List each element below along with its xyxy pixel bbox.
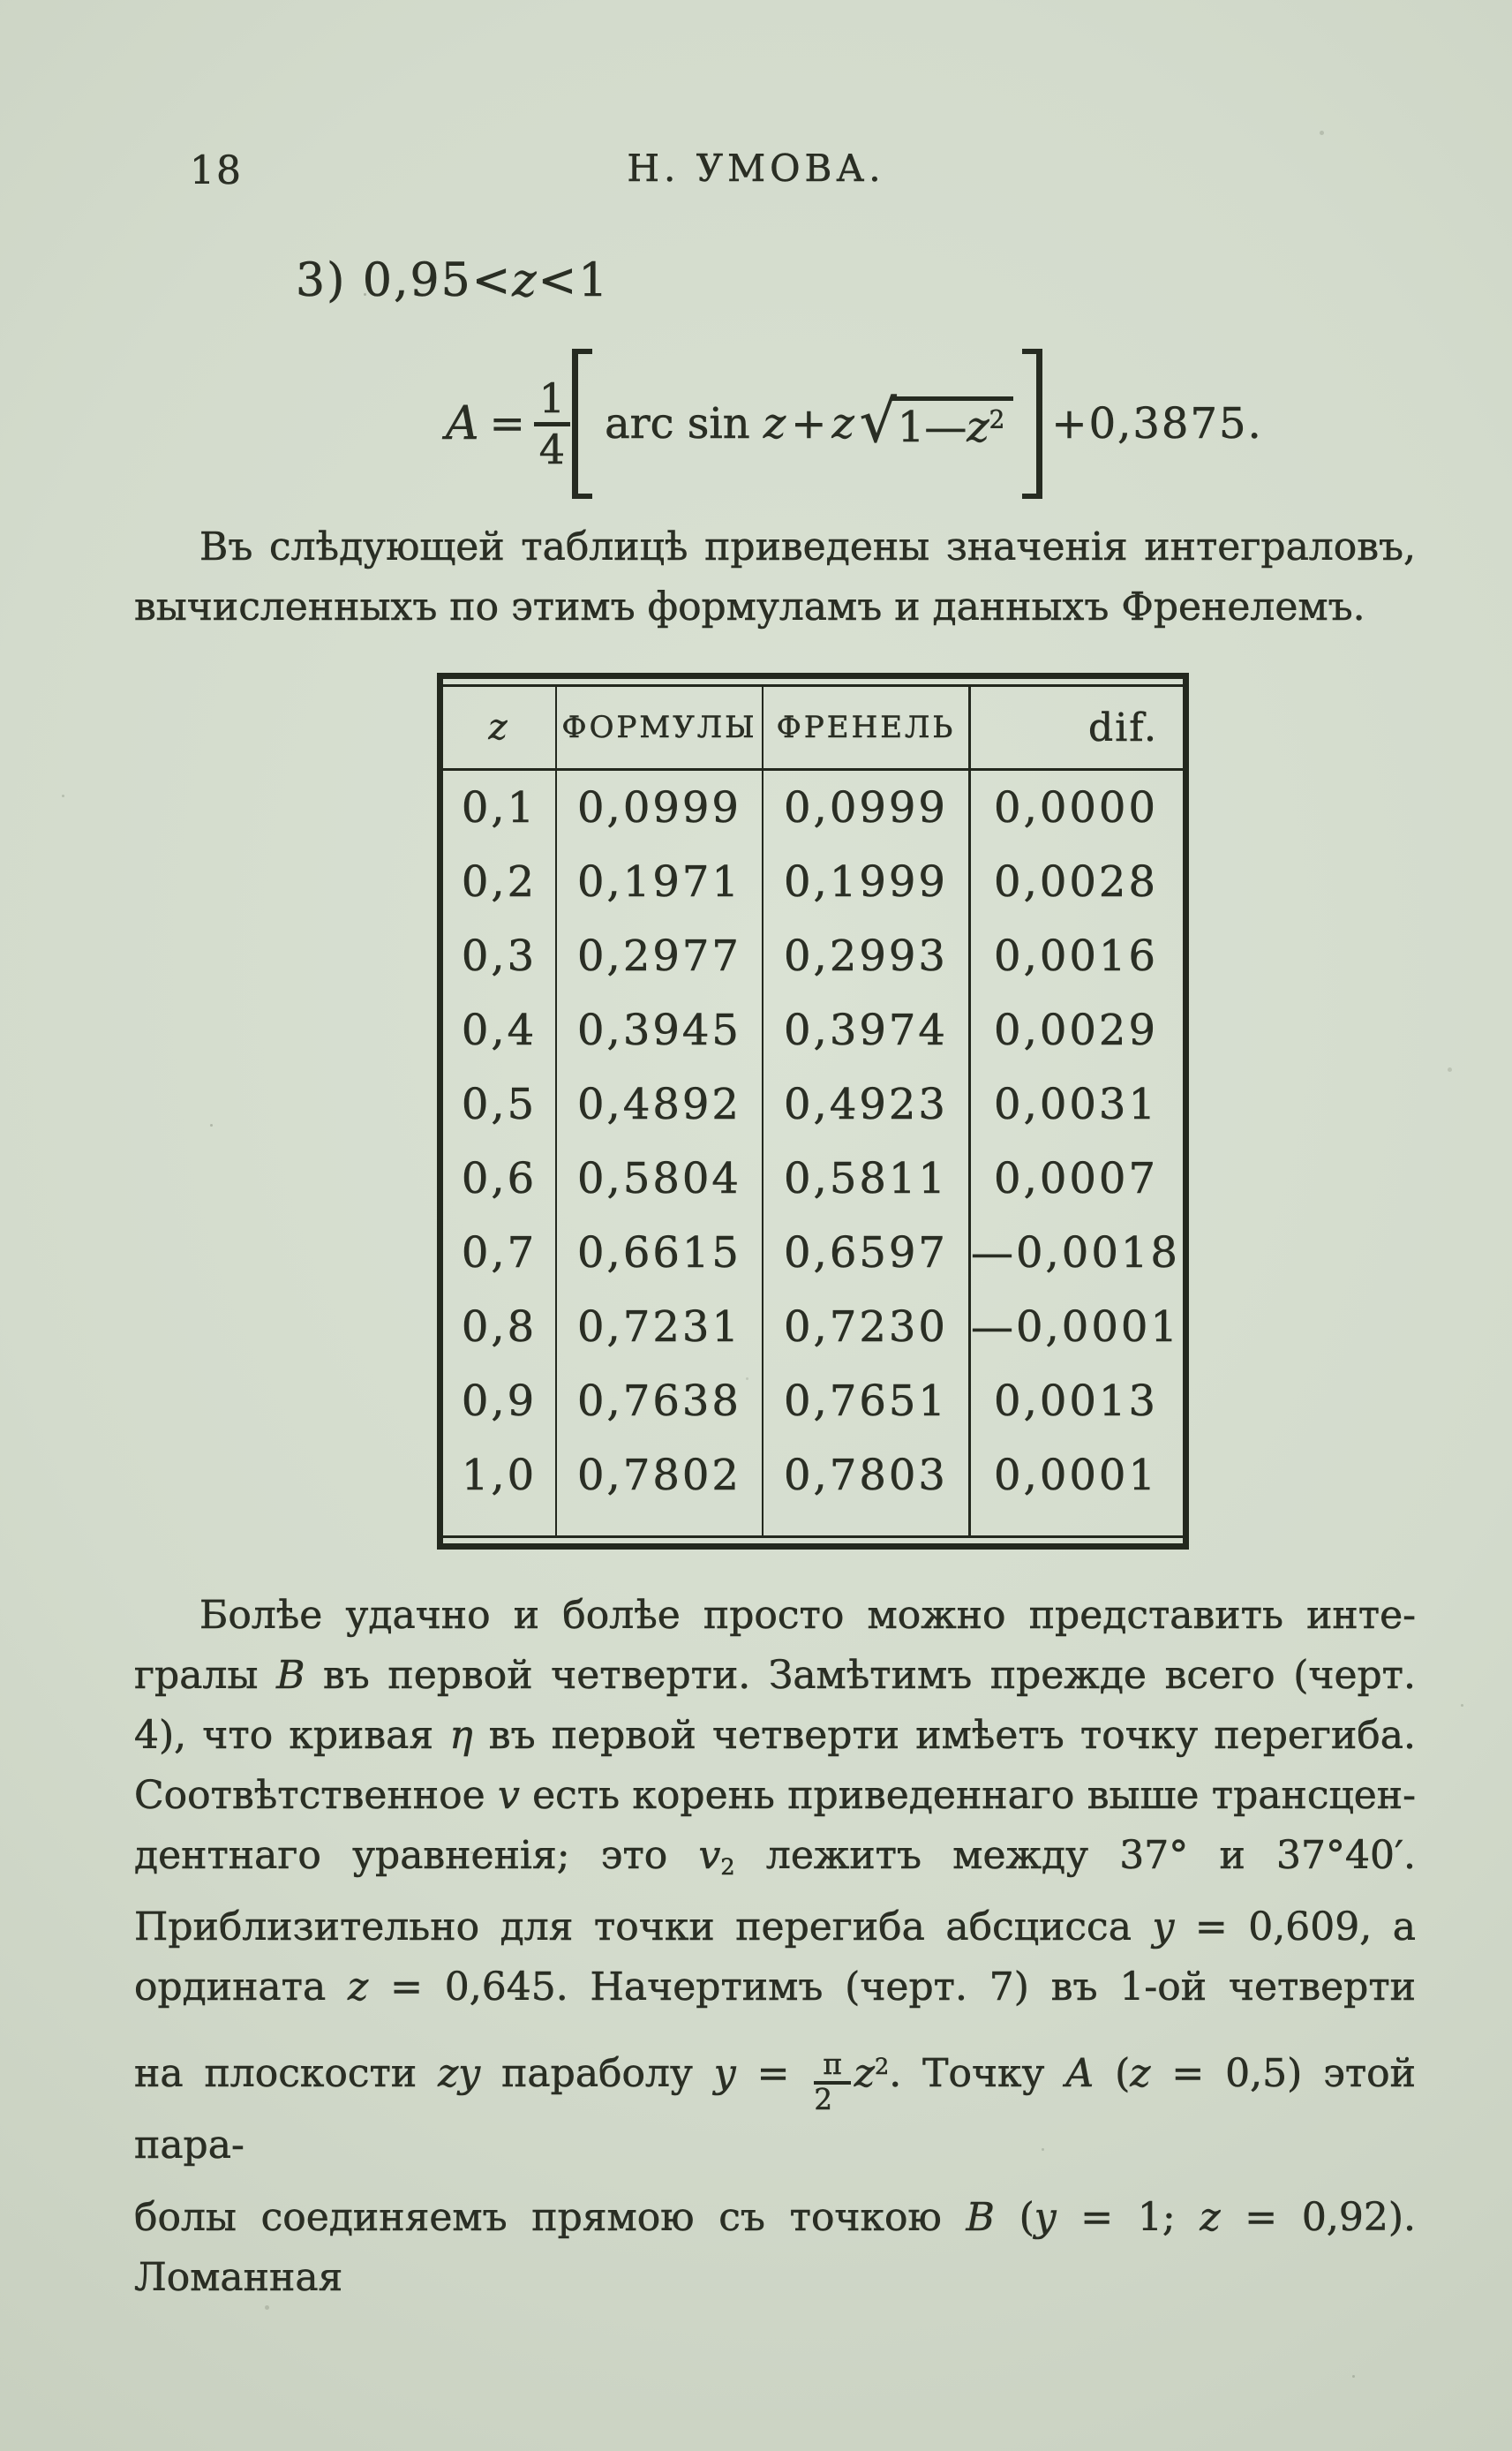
formula-lhs: A bbox=[446, 397, 479, 450]
table-cell: 0,6597 bbox=[762, 1216, 968, 1290]
table-row bbox=[443, 771, 1183, 845]
right-bracket bbox=[1022, 349, 1042, 499]
variable-z: z bbox=[831, 399, 854, 449]
table-cell: 0,7230 bbox=[762, 1290, 968, 1364]
text-line: болы соединяемъ прямою съ точкою B (y = 1; z = 0,92). Ломанная bbox=[134, 2195, 1416, 2301]
table-row bbox=[443, 1364, 1183, 1438]
square-root bbox=[859, 387, 1014, 456]
table-cell: 0,5804 bbox=[555, 1142, 762, 1216]
table-cell: 0,6615 bbox=[555, 1216, 762, 1290]
running-header: Н. УМОВА. bbox=[627, 147, 885, 190]
intro-paragraph bbox=[134, 517, 1416, 637]
table-cell: 0,9 bbox=[461, 1376, 538, 1426]
table-body bbox=[443, 771, 1183, 1512]
table-row bbox=[443, 845, 1183, 919]
arcsin-text: arc sin bbox=[605, 399, 764, 449]
page-number: 18 bbox=[190, 148, 243, 193]
table-cell: 1,0 bbox=[461, 1451, 538, 1500]
table-row bbox=[443, 993, 1183, 1067]
text-line: гралы B въ первой четверти. Замѣтимъ прежде всего (черт. bbox=[134, 1653, 1416, 1698]
table-row bbox=[443, 1067, 1183, 1142]
table-cell: 0,7803 bbox=[762, 1438, 968, 1512]
column-header: dif. bbox=[968, 687, 1183, 768]
case-condition: 3) 0,95<z<1 bbox=[296, 254, 610, 307]
column-header: z bbox=[488, 707, 510, 748]
text-line: дентнаго уравненія; это $v_2$ лежитъ между 37° и 37°40′. bbox=[134, 1833, 1416, 1882]
table-header-row bbox=[443, 687, 1183, 771]
paper-speckles bbox=[0, 0, 3, 3]
exponent: 2 bbox=[989, 404, 1005, 434]
table-cell: 0,5811 bbox=[762, 1142, 968, 1216]
table-cell: 0,3945 bbox=[555, 993, 762, 1067]
table-cell: 0,6 bbox=[461, 1154, 538, 1203]
table-cell: 0,4923 bbox=[762, 1067, 968, 1142]
table-cell: 0,3974 bbox=[762, 993, 968, 1067]
table-cell: 0,7231 bbox=[555, 1290, 762, 1364]
table-cell: 0,0001 bbox=[968, 1438, 1183, 1512]
table-cell: 0,7 bbox=[461, 1228, 538, 1278]
radical-sign: √ bbox=[859, 387, 897, 456]
fraction-numerator: 1 bbox=[534, 377, 570, 426]
equals-sign: = bbox=[489, 399, 525, 449]
table-row bbox=[443, 1216, 1183, 1290]
table-cell: 0,8 bbox=[461, 1302, 538, 1352]
table-cell: 0,3 bbox=[461, 931, 538, 981]
inline-fraction: $\frac{\pi}{2}$ bbox=[814, 2050, 850, 2115]
plus-sign: + bbox=[791, 399, 827, 449]
text-line: Въ слѣдующей таблицѣ приведены значенія интеграловъ, bbox=[199, 524, 1416, 569]
table-cell: 0,0000 bbox=[968, 771, 1183, 845]
table-cell: 0,0016 bbox=[968, 919, 1183, 993]
fraction-one-fourth bbox=[534, 374, 570, 473]
table-cell: —0,0018 bbox=[968, 1216, 1205, 1290]
column-header: ФРЕНЕЛЬ bbox=[762, 687, 968, 768]
table-cell: 0,4 bbox=[461, 1006, 538, 1055]
formula-inner bbox=[605, 387, 1013, 456]
table-cell: 0,1 bbox=[461, 783, 538, 833]
text-line: на плоскости zy параболу y = $\frac{\pi}{2}$ $z^2$. Точку A (z = 0,5) этой пара- bbox=[134, 2048, 1416, 2168]
table-cell: 0,0007 bbox=[968, 1142, 1183, 1216]
table-cell: 0,2977 bbox=[555, 919, 762, 993]
table-cell: 0,1999 bbox=[762, 845, 968, 919]
table-cell: 0,2 bbox=[461, 857, 538, 907]
table-row bbox=[443, 919, 1183, 993]
table-cell: 0,2993 bbox=[762, 919, 968, 993]
table-cell: 0,7638 bbox=[555, 1364, 762, 1438]
text-line: 4), что кривая η въ первой четверти имѣетъ точку перегиба. bbox=[134, 1713, 1416, 1758]
table-cell: 0,5 bbox=[461, 1080, 538, 1129]
table-cell: 0,7802 bbox=[555, 1438, 762, 1512]
table-row bbox=[443, 1142, 1183, 1216]
table-cell: —0,0001 bbox=[968, 1290, 1205, 1364]
fresnel-comparison-table bbox=[437, 673, 1189, 1550]
table-cell: 0,4892 bbox=[555, 1067, 762, 1142]
table-cell: 0,7651 bbox=[762, 1364, 968, 1438]
text-line: Болѣе удачно и болѣе просто можно представить инте- bbox=[199, 1593, 1416, 1638]
table-cell: 0,0999 bbox=[762, 771, 968, 845]
formula-constant: +0,3875. bbox=[1051, 399, 1263, 449]
table-cell: 0,0031 bbox=[968, 1067, 1183, 1142]
text-line: Соотвѣтственное v есть корень приведеннаго выше трансцен- bbox=[134, 1773, 1416, 1818]
body-paragraph bbox=[134, 1586, 1416, 2308]
table-row bbox=[443, 1290, 1183, 1364]
table-cell: 0,0029 bbox=[968, 993, 1183, 1067]
table-cell: 0,0028 bbox=[968, 845, 1183, 919]
table-row bbox=[443, 1438, 1183, 1512]
table-inner bbox=[443, 684, 1183, 1538]
text-line: Приблизительно для точки перегиба абсцисса y = 0,609, а bbox=[134, 1904, 1416, 1950]
table-cell: 0,1971 bbox=[555, 845, 762, 919]
radicand: $1—z^2$ bbox=[891, 396, 1014, 452]
table-bottom-spacer bbox=[443, 1512, 1183, 1535]
variable-z: z bbox=[967, 402, 989, 452]
fraction-denominator: 4 bbox=[538, 425, 566, 473]
table-cell: 0,0999 bbox=[555, 771, 762, 845]
text-line: ордината z = 0,645. Начертимъ (черт. 7) въ 1-ой четверти bbox=[134, 1965, 1416, 2010]
variable-z: z bbox=[763, 399, 786, 449]
text-line: вычисленныхъ по этимъ формуламъ и данныхъ Френелемъ. bbox=[134, 584, 1365, 630]
left-bracket bbox=[572, 349, 592, 499]
column-header: ФОРМУЛЫ bbox=[555, 687, 762, 768]
display-formula bbox=[446, 350, 1263, 498]
table-cell: 0,0013 bbox=[968, 1364, 1183, 1438]
